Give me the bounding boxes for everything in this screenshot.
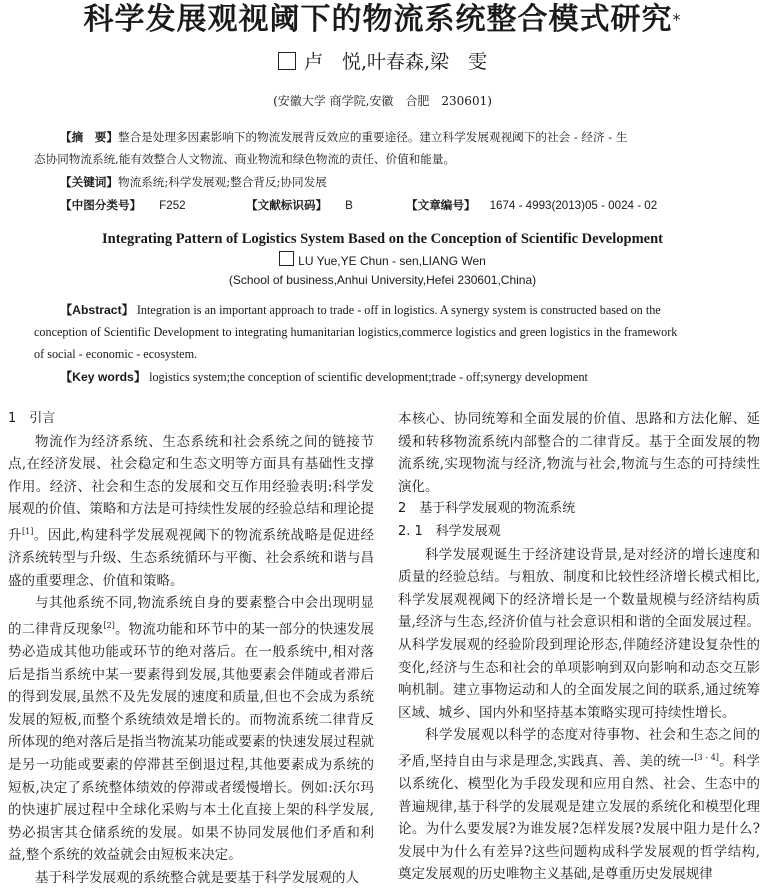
doccode-label: 【文献标识码】 (246, 198, 328, 212)
english-author-box-icon (279, 251, 294, 266)
author-line (0, 50, 765, 74)
keywords-label: 【关键词】 (60, 175, 118, 189)
right-column (398, 408, 760, 886)
right-paragraph-1: 本核心、协同统筹和全面发展的价值、思路和方法化解、延缓和转移物流系统内部整合的二律背反。基于全面发展的物流系统,实现物流与经济,物流与社会,物流与生态的可持续性演化。 (398, 411, 760, 495)
section-heading-1: 1 引言 (8, 411, 56, 426)
english-keywords-line (60, 366, 588, 388)
right-paragraph-2: 科学发展观诞生于经济建设背景,是对经济的增长速度和质量的经验总结。与粗放、制度和比较性经济增长模式相比,科学发展观视阈下的经济增长是一个数量规模与经济结构质量,经济与生态,经济价值与社会意识相和谐的全面发展过程。从科学发展观的经验阶段到理论形态,伴随经济建设复杂性的变化,经济与生态和社会的单项影响到双向影响和动态交互影响机制。建立事物运动和人的全面发展之间的联系,通过统筹区域、城乡、国内外和坚持基本策略实现可持续性增长。 (398, 546, 760, 721)
affiliation: (安徽大学 商学院,安徽 合肥 230601) (273, 94, 492, 108)
author-box-icon (278, 52, 296, 70)
doccode-value: B (345, 199, 353, 212)
right-p3-text-b: 。科学以系统化、模型化为手段发现和应用自然、社会、生态中的普遍规律,基于科学的发展观是建立发展的系统化和模型化理论。为什么要发展?为谁发展?怎样发展?发展中阻力是什么?发展中为什么有差异?这些问题构成科学发展观的哲学结构,奠定发展观的历史唯物主义基础,是尊重历史发展规律 (398, 753, 760, 883)
english-keywords-label: 【Key words】 (60, 370, 147, 384)
citation-1: [1] (22, 526, 34, 536)
doccode-field (246, 195, 353, 216)
articleno-value: 1674 - 4993(2013)05 - 0024 - 02 (489, 199, 658, 212)
subsection-heading-2-1: 2. 1 科学发展观 (398, 523, 501, 539)
citation-2: [2] (103, 620, 115, 630)
title-footnote-mark: * (672, 10, 682, 29)
intro-p2-text-b: 。物流功能和环节中的某一部分的快速发展势必造成其他功能或环节的绝对落后。在一般系统中,相对落后是指当系统中某一要素得到发展,其他要素会伴随或者滞后的得到发展,虽然不及先发展的速度和质量,但也不会成为系统发展的短板,而整个系统绩效是增长的。而物流系统二律背反所体现的绝对落后是指当物流某功能或要素的快速发展过程就是另一功能或要素的停滞甚至倒退过程,其他要素成为系统的短板,决定了系统整体绩效的停滞或者缓慢增长。例如:沃尔玛的快速扩展过程中全球化采购与本土化直接上架的科学发展,势必损害其仓储系统的发展。如果不协同发展他们矛盾和利益,整个系统的效益就会由短板来决定。 (8, 621, 374, 864)
english-abstract-label: 【Abstract】 (60, 303, 134, 317)
intro-p1-text-a: 物流作为经济系统、生态系统和社会系统之间的链接节点,在经济发展、社会稳定和生态文明等方面具有基础性支撑作用。经济、社会和生态的发展和交互作用经验表明:科学发展观的价值、策略和方法是可持续性发展的经验总结和理论提升 (8, 433, 374, 544)
clc-value: F252 (159, 199, 186, 212)
english-abstract-line-2: conception of Scientific Development to integrating humanitarian logistics,commerce logistics and green logistics in the framework (34, 325, 678, 339)
abstract-label: 【摘 要】 (60, 130, 118, 144)
authors: 卢 悦,叶春森,梁 雯 (303, 51, 488, 73)
articleno-label: 【文章编号】 (406, 198, 476, 212)
right-p3-text-a: 科学发展观以科学的态度对待事物、社会和生态之间的矛盾,坚持自由与求是理念,实践真、善、美的统一 (398, 727, 760, 770)
clc-label: 【中图分类号】 (60, 198, 142, 212)
intro-p2-text-a: 与其他系统不同,物流系统自身的要素整合中会出现明显的二律背反现象 (8, 595, 374, 638)
intro-p1-text-b: 。因此,构建科学发展观视阈下的物流系统战略是促进经济系统转型与升级、生态系统循环与平衡、社会系统和谐与昌盛的重要理念、价值和策略。 (8, 527, 374, 589)
abstract-line-2: 态协同物流系统,能有效整合人文物流、商业物流和绿色物流的责任、价值和能量。 (34, 152, 456, 166)
intro-paragraph-2 (8, 592, 374, 867)
title-text: 科学发展观视阈下的物流系统整合模式研究 (83, 2, 673, 37)
english-title: Integrating Pattern of Logistics System Based on the Conception of Scientific Development (101, 231, 663, 247)
english-author-line (0, 251, 765, 269)
section-heading-2: 2 基于科学发展观的物流系统 (398, 501, 576, 517)
english-abstract-text-1: Integration is an important approach to trade - off in logistics. A synergy system is constructed based on the (136, 303, 661, 317)
english-abstract-line-3: of social - economic - ecosystem. (34, 347, 198, 361)
intro-paragraph-3: 基于科学发展观的系统整合就是要基于科学发展观的人 (35, 869, 359, 886)
left-column (8, 408, 374, 889)
intro-paragraph-1 (8, 431, 374, 593)
english-authors: LU Yue,YE Chun - sen,LIANG Wen (298, 254, 486, 268)
right-paragraph-3 (398, 724, 760, 886)
english-keywords-text: logistics system;the conception of scientific development;trade - off;synergy development (149, 370, 588, 384)
abstract-line-1 (60, 127, 628, 148)
abstract-text-1: 整合是处理多因素影响下的物流发展背反效应的重要途径。建立科学发展观视阈下的社会 - 经济 - 生 (117, 130, 628, 144)
english-affiliation: (School of business,Anhui University,Hefei 230601,China) (228, 273, 537, 287)
articleno-field (406, 195, 657, 216)
keywords-text: 物流系统;科学发展观;整合背反;协同发展 (117, 175, 327, 189)
english-abstract-line-1 (60, 299, 661, 321)
keywords-line (60, 172, 327, 193)
clc-field (60, 195, 186, 216)
citation-3: [3 - 4] (694, 752, 719, 762)
paper-title (0, 0, 765, 40)
